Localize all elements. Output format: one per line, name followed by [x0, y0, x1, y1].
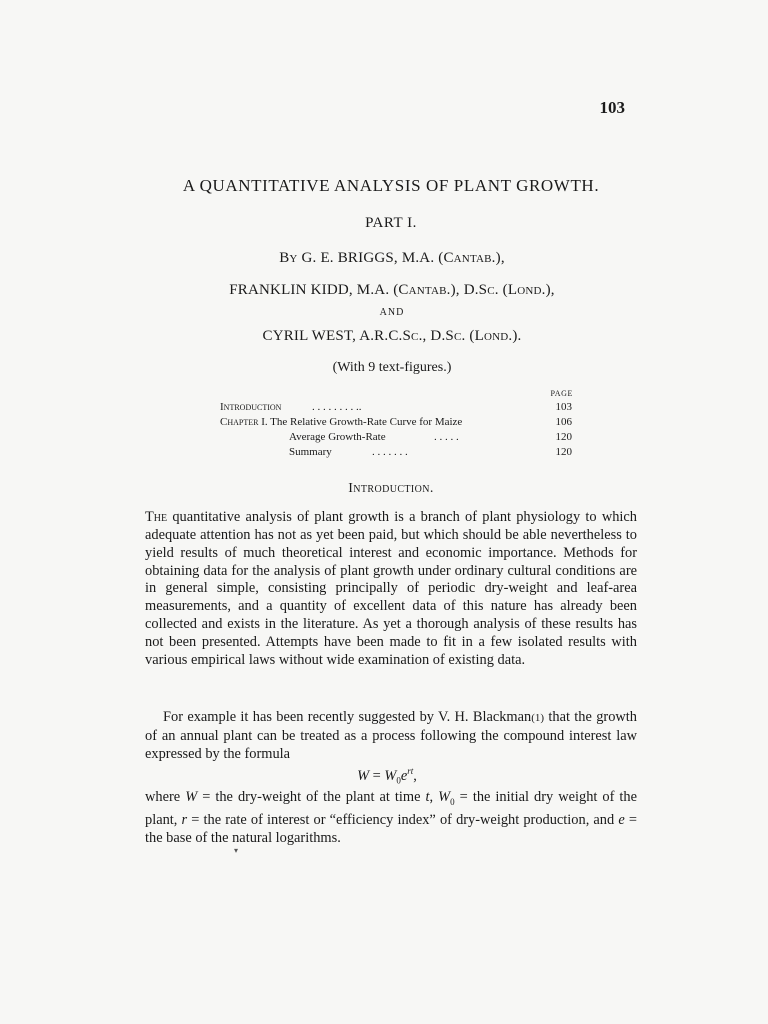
paper-title: A QUANTITATIVE ANALYSIS OF PLANT GROWTH.: [182, 176, 600, 195]
toc-page: 120: [555, 431, 572, 443]
toc-chapter-label: Chapter I.: [220, 416, 268, 428]
toc-page-header: PAGE: [550, 389, 573, 398]
paragraph-2: For example it has been recently suggested by V. H. Blackman(1) that the growth of an annual plant can be treated as a process following the compound interest law expressed by the formula: [145, 709, 637, 762]
citation-ref: (1): [531, 712, 545, 724]
paragraph-lead: The: [145, 509, 168, 525]
author-west: CYRIL WEST, A.R.C.Sc., D.Sc. (Lond.).: [262, 328, 522, 344]
author-by: By: [279, 250, 298, 266]
toc-row-introduction: [220, 400, 572, 415]
toc-label: Average Growth-Rate: [289, 431, 386, 443]
author-briggs: By G. E. BRIGGS, M.A. (Cantab.),: [279, 250, 505, 266]
author-and: AND: [379, 307, 405, 318]
toc-dots: . . . . . . .: [372, 446, 408, 458]
ink-mark: ▾: [234, 846, 239, 855]
toc-page: 120: [555, 446, 572, 458]
growth-formula: $W = W_0e^{rt}$,: [357, 766, 417, 786]
toc-dots: . . . . .: [434, 431, 459, 443]
toc-page: 103: [555, 401, 572, 413]
part-label: PART I.: [365, 215, 417, 231]
author-kidd: FRANKLIN KIDD, M.A. (Cantab.), D.Sc. (Lond.),: [229, 282, 555, 298]
paragraph-1: The quantitative analysis of plant growth is a branch of plant physiology to which adequate attention has not as yet been paid, but which should be able nevertheless to yield results of much theoretical interest and economic importance. Methods for obtaining data for the analysis of plant growth under ordinary cultural conditions are in general simple, consisting principally of periodic dry-weight and leaf-area measurements, and a quantity of excellent data of this nature has already been collected and exists in the literature. As yet a thorough analysis of these results has not been presented. Attempts have been made to fit in a few isolated results with various empirical laws without wide examination of existing data.: [145, 509, 637, 668]
toc-row-summary: [220, 445, 572, 460]
toc-label: Summary: [289, 446, 332, 458]
paragraph-3: where W = the dry-weight of the plant at time t, $W_0$ = the initial dry weight of the plant, r = the rate of interest or “efficiency index” of dry-weight production, and e = the base of the natural logarithms.: [145, 789, 637, 846]
toc-dots: . . . . . . . . ..: [312, 401, 362, 413]
toc-label: Introduction: [220, 401, 282, 413]
figures-note: (With 9 text-figures.): [332, 360, 452, 375]
toc-row-average-growth-rate: [220, 430, 572, 445]
toc-label: [220, 415, 462, 430]
toc-page: 106: [555, 416, 572, 428]
toc-chapter-title: The Relative Growth-Rate Curve for Maize: [267, 416, 463, 428]
toc-row-chapter-1: [220, 415, 572, 430]
page-number: 103: [599, 98, 625, 117]
section-heading-introduction: Introduction.: [348, 481, 434, 496]
